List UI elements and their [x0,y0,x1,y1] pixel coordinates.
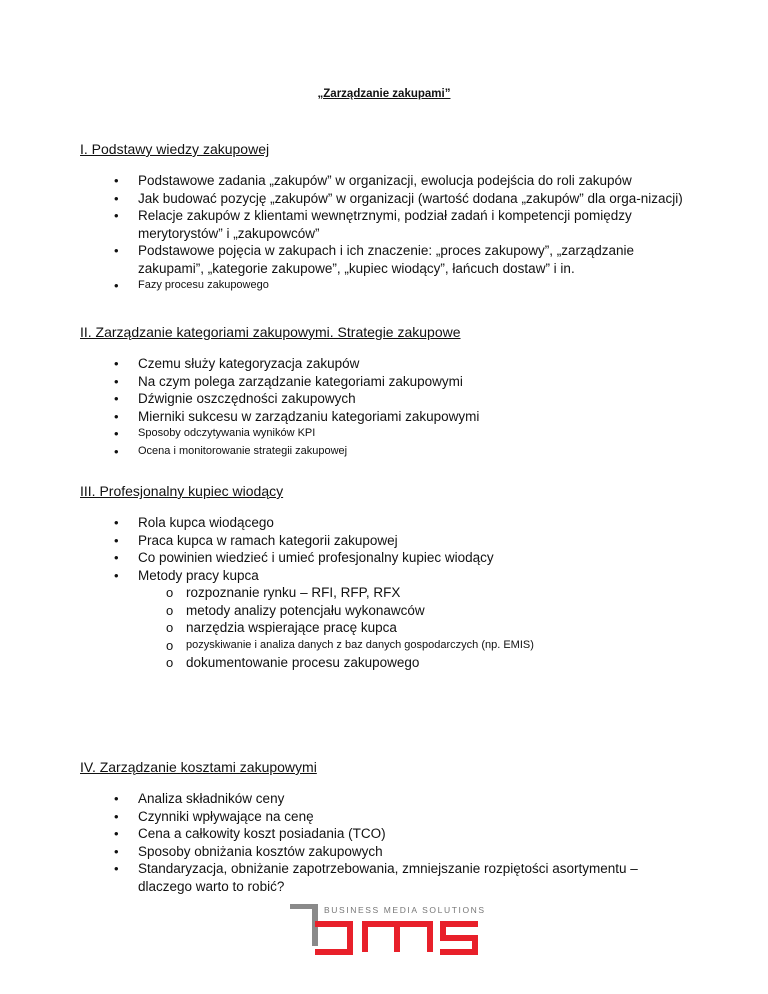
list-item: • Czynniki wpływające na cenę [80,808,690,826]
list-item: • Na czym polega zarządzanie kategoriami zakupowymi [80,373,690,391]
section-3 [80,482,690,672]
bullet-list [80,172,690,295]
list-item: • Sposoby obniżania kosztów zakupowych [80,843,690,861]
section-1 [80,140,690,295]
sub-list-item: o narzędzia wspierające pracę kupca [80,619,690,637]
list-item: • Relacje zakupów z klientami wewnętrznymi, podział zadań i kompetencji pomiędzy merytorystów” i „zakupowców” [80,207,690,242]
section-heading: IV. Zarządzanie kosztami zakupowymi [80,759,317,775]
list-item: • Podstawowe pojęcia w zakupach i ich znaczenie: „proces zakupowy”, „zarządzanie zakupami”, „kategorie zakupowe”, „kupiec wiodący”, łańcuch dostaw” i in. [80,242,690,277]
document-title: „Zarządzanie zakupami” [317,88,451,100]
section-heading: II. Zarządzanie kategoriami zakupowymi. Strategie zakupowe [80,324,461,340]
sub-list-item: o pozyskiwanie i analiza danych z baz danych gospodarczych (np. EMIS) [80,637,690,655]
list-item: • Analiza składników ceny [80,790,690,808]
list-item: • Dźwignie oszczędności zakupowych [80,390,690,408]
section-4 [80,758,690,895]
section-2 [80,323,690,460]
logo-tagline: BUSINESS MEDIA SOLUTIONS [324,905,486,915]
bullet-list [80,514,690,584]
sub-bullet-list [80,584,690,672]
sub-list-item: o dokumentowanie procesu zakupowego [80,654,690,672]
bullet-list [80,355,690,460]
list-item: • Mierniki sukcesu w zarządzaniu kategoriami zakupowymi [80,408,690,426]
list-item: • Fazy procesu zakupowego [80,277,690,295]
list-item: • Jak budować pozycję „zakupów” w organizacji (wartość dodana „zakupów” dla orga-nizacji) [80,190,690,208]
list-item: • Sposoby odczytywania wyników KPI [80,425,690,443]
section-heading: III. Profesjonalny kupiec wiodący [80,483,284,499]
sub-list-item: o rozpoznanie rynku – RFI, RFP, RFX [80,584,690,602]
list-item: • Rola kupca wiodącego [80,514,690,532]
list-item: • Ocena i monitorowanie strategii zakupowej [80,443,690,461]
bullet-list [80,790,690,895]
list-item: • Co powinien wiedzieć i umieć profesjonalny kupiec wiodący [80,549,690,567]
section-heading: I. Podstawy wiedzy zakupowej [80,141,270,157]
list-item: • Standaryzacja, obniżanie zapotrzebowania, zmniejszanie rozpiętości asortymentu – dlaczego warto to robić? [80,860,690,895]
list-item: • Metody pracy kupca [80,567,690,585]
list-item: • Podstawowe zadania „zakupów” w organizacji, ewolucja podejścia do roli zakupów [80,172,690,190]
list-item: • Praca kupca w ramach kategorii zakupowej [80,532,690,550]
list-item: • Cena a całkowity koszt posiadania (TCO) [80,825,690,843]
sub-list-item: o metody analizy potencjału wykonawców [80,602,690,620]
list-item: • Czemu służy kategoryzacja zakupów [80,355,690,373]
bms-logo-icon [290,904,500,960]
